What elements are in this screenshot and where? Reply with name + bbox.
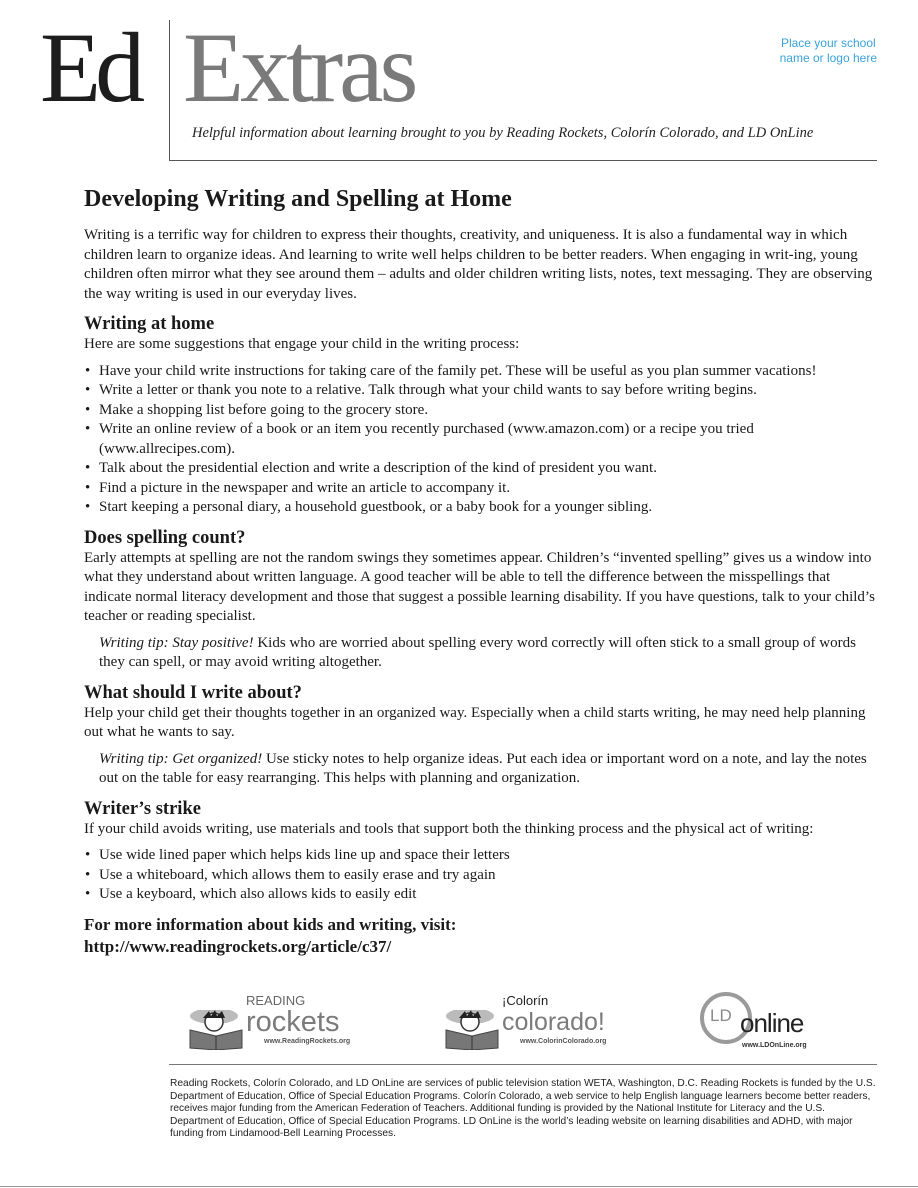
footer-rule xyxy=(169,1064,877,1065)
logo-placeholder-line2: name or logo here xyxy=(779,51,877,65)
spelling-paragraph: Early attempts at spelling are not the random swings they sometimes appear. Children’s “invented spelling” gives us a window into what they understand about written language. A good teacher will be able to tell the difference between the misspellings that indicate normal literacy development and those that suggest a possible learning disability. If you have questions, talk to your child’s teacher or reading specialist. xyxy=(84,549,875,624)
ld-online-logo xyxy=(700,990,830,1052)
ld-online-word: online xyxy=(740,1008,804,1038)
list-item: • Make a shopping list before going to the grocery store. xyxy=(84,401,876,421)
organize-tip xyxy=(99,750,876,789)
tagline: Helpful information about learning brought to you by Reading Rockets, Colorín Colorado, and LD OnLine xyxy=(192,125,814,141)
colorin-colorado-wordmark xyxy=(502,994,605,1036)
header-rule xyxy=(169,160,877,161)
heading-what-to-write: What should I write about? xyxy=(84,682,302,703)
writing-at-home-lead: Here are some suggestions that engage your child in the writing process: xyxy=(84,336,520,352)
heading-writing-at-home: Writing at home xyxy=(84,314,215,334)
masthead xyxy=(0,0,918,165)
list-item: • Use a whiteboard, which allows them to easily erase and try again xyxy=(84,866,876,886)
footer-disclaimer: Reading Rockets, Colorín Colorado, and LD OnLine are services of public television station WETA, Washington, D.C. Reading Rockets is funded by the U.S. Department of Education, Office of Special Education Programs. Colorín Colorado, a web service to help English language learners become better readers, receives major funding from the American Federation of Teachers. Additional funding is provided by the National Institute for Literacy and the U.S. Department of Education, Office of Special Education Programs. LD OnLine is the world’s leading website on learning disabilities and ADHD, with major funding from Lindamood-Bell Learning Processes. xyxy=(170,1078,876,1140)
list-item: • Start keeping a personal diary, a household guestbook, or a baby book for a younger sibling. xyxy=(84,498,876,518)
what-to-write-paragraph: Help your child get their thoughts together in an organized way. Especially when a child starts writing, he may need help planning out what he wants to say. xyxy=(84,704,866,740)
heading-writers-strike: Writer’s strike xyxy=(84,798,201,819)
spelling-tip-label: Writing tip: Stay positive! xyxy=(99,634,254,651)
more-info-text: For more information about kids and writing, visit: xyxy=(84,914,457,934)
reading-rockets-url: www.ReadingRockets.org xyxy=(264,1038,351,1045)
list-item: • Use wide lined paper which helps kids line up and space their letters xyxy=(84,846,876,866)
writing-at-home-list xyxy=(84,362,876,518)
writers-strike-list xyxy=(84,846,876,905)
colorin-colorado-small: ¡Colorín xyxy=(502,993,549,1008)
colorin-colorado-logo xyxy=(440,990,620,1052)
reading-rockets-big: rockets xyxy=(246,1006,340,1038)
organize-tip-body: Use sticky notes to help organize ideas. Put each idea or important word on a note, and lay the notes out on the table for easy rearranging. This helps with planning and organization. xyxy=(99,750,867,786)
boy-reading-icon xyxy=(440,1010,504,1050)
organize-tip-label: Writing tip: Get organized! xyxy=(99,750,263,767)
ld-mark: LD xyxy=(710,1006,732,1025)
list-item: • Find a picture in the newspaper and write an article to accompany it. xyxy=(84,479,876,499)
reading-rockets-logo xyxy=(184,990,364,1052)
reading-rockets-wordmark xyxy=(246,994,339,1036)
spelling-tip xyxy=(99,634,876,673)
writers-strike-lead: If your child avoids writing, use materials and tools that support both the thinking process and the physical act of writing: xyxy=(84,820,814,837)
ed-wordmark: Ed xyxy=(40,12,140,123)
masthead-divider xyxy=(169,20,170,160)
logo-placeholder-line1: Place your school xyxy=(780,36,876,50)
colorin-colorado-big: colorado! xyxy=(502,1008,605,1036)
more-info-link[interactable]: http://www.readingrockets.org/article/c37/ xyxy=(84,936,392,956)
page-edge-rule xyxy=(0,1186,918,1187)
list-item: • Use a keyboard, which also allows kids to easily edit xyxy=(84,885,876,905)
list-item: • Talk about the presidential election and write a description of the kind of president you want. xyxy=(84,459,876,479)
more-info xyxy=(84,914,876,958)
reading-rockets-small: READING xyxy=(246,993,306,1008)
ld-online-url: www.LDOnLine.org xyxy=(742,1042,807,1049)
article-title: Developing Writing and Spelling at Home xyxy=(84,186,512,212)
intro-paragraph: Writing is a terrific way for children to express their thoughts, creativity, and uniqueness. It is also a fundamental way in which children learn to organize ideas. And learning to write well helps children to be better readers. When engaging in writ-ing, young children often mirror what they see around them – adults and older children writing lists, notes, text messaging. They are observing the way writing is used in our everyday lives. xyxy=(84,227,873,302)
list-item: • Write an online review of a book or an item you recently purchased (www.amazon.com) or a recipe you tried (www.allrecipes.com). xyxy=(84,420,876,459)
extras-wordmark: Extras xyxy=(183,12,415,123)
list-item: • Have your child write instructions for taking care of the family pet. These will be useful as you plan summer vacations! xyxy=(84,362,876,382)
colorin-colorado-url: www.ColorinColorado.org xyxy=(520,1038,607,1045)
article xyxy=(84,184,876,958)
spelling-tip-body: Kids who are worried about spelling every word correctly will often stick to a small group of words they can spell, or may avoid writing altogether. xyxy=(99,634,856,670)
heading-does-spelling-count: Does spelling count? xyxy=(84,527,246,548)
boy-reading-icon xyxy=(184,1010,248,1050)
school-logo-placeholder xyxy=(780,36,877,66)
list-item: • Write a letter or thank you note to a relative. Talk through what your child wants to say before writing begins. xyxy=(84,381,876,401)
partner-logos xyxy=(170,990,877,1060)
